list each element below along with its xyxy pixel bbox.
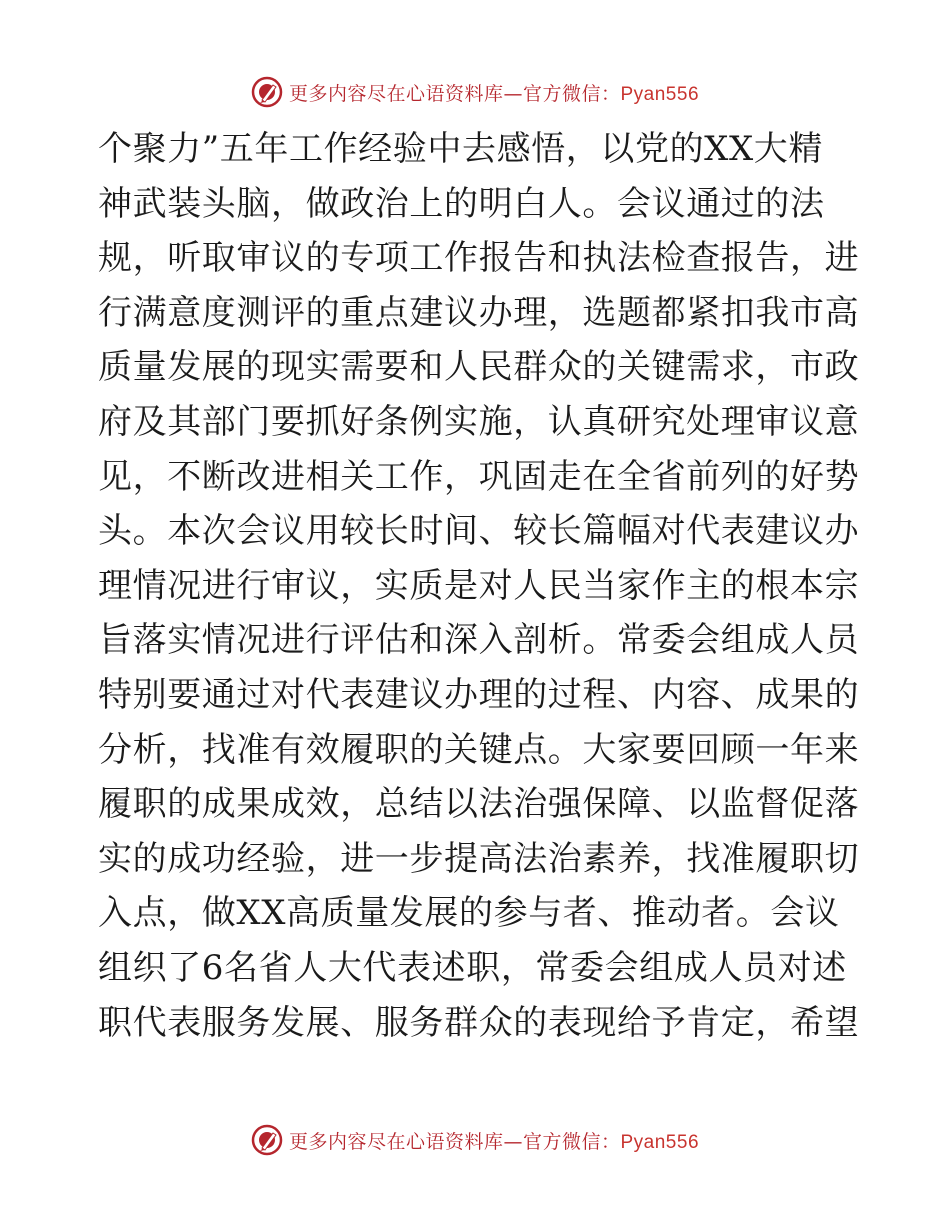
logo-icon <box>251 76 283 108</box>
header-banner <box>0 72 950 112</box>
footer-banner <box>0 1120 950 1160</box>
body-line: 职代表服务发展、服务群众的表现给予肯定，希望 <box>98 1002 860 1043</box>
body-line: 理情况进行审议，实质是对人民当家作主的根本宗 <box>98 565 860 606</box>
body-line: 特别要通过对代表建议办理的过程、内容、成果的 <box>98 674 860 715</box>
document-body <box>98 122 858 1050</box>
body-line: 履职的成果成效，总结以法治强保障、以监督促落 <box>98 784 860 825</box>
wechat-id: Pyan556 <box>620 83 700 105</box>
logo-icon <box>251 1124 283 1156</box>
body-line: 个聚力”五年工作经验中去感悟，以党的XX大精 <box>98 129 823 169</box>
body-line: 组织了6名省人大代表述职，常委会组成人员对述 <box>98 947 847 988</box>
body-line: 头。本次会议用较长时间、较长篇幅对代表建议办 <box>98 511 860 552</box>
body-line: 旨落实情况进行评估和深入剖析。常委会组成人员 <box>98 620 860 661</box>
body-line: 见，不断改进相关工作，巩固走在全省前列的好势 <box>98 456 860 497</box>
banner-text: 更多内容尽在心语资料库—官方微信：Pyan556 <box>288 1130 700 1153</box>
body-line: 规，听取审议的专项工作报告和执法检查报告，进 <box>98 238 860 279</box>
body-line: 分析，找准有效履职的关键点。大家要回顾一年来 <box>98 729 860 770</box>
body-line: 入点，做XX高质量发展的参与者、推动者。会议 <box>98 893 840 934</box>
body-line: 行满意度测评的重点建议办理，选题都紧扣我市高 <box>98 292 860 333</box>
banner-text: 更多内容尽在心语资料库—官方微信：Pyan556 <box>288 82 700 105</box>
body-line: 府及其部门要抓好条例实施，认真研究处理审议意 <box>98 401 860 442</box>
body-line: 实的成功经验，进一步提高法治素养，找准履职切 <box>98 838 860 879</box>
wechat-id: Pyan556 <box>620 1131 700 1153</box>
body-line: 神武装头脑，做政治上的明白人。会议通过的法 <box>98 183 825 224</box>
body-line: 质量发展的现实需要和人民群众的关键需求，市政 <box>98 347 860 388</box>
